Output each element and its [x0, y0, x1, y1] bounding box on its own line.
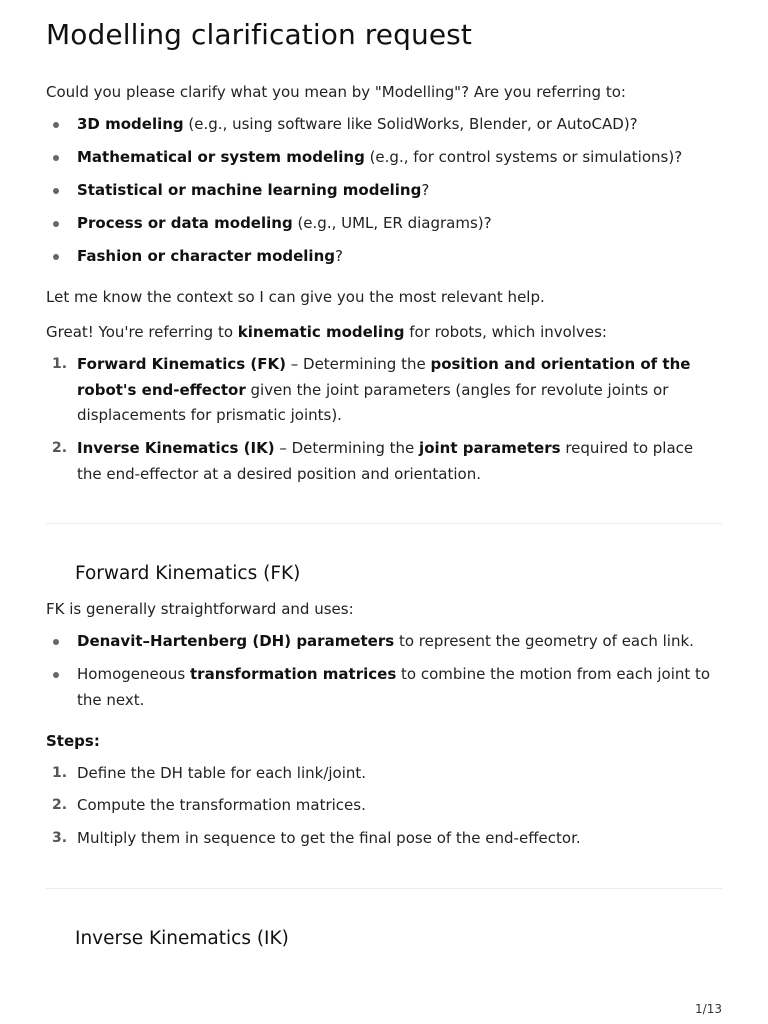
item-number: 2. [52, 797, 68, 813]
list-item: Denavit–Hartenberg (DH) parameters to represent the geometry of each link. [77, 629, 717, 655]
bullet-icon [53, 254, 59, 260]
list-item: Homogeneous transformation matrices to combine the motion from each joint to the next. [77, 662, 717, 713]
numbered-item: 3. Multiply them in sequence to get the final pose of the end-effector. [77, 826, 717, 852]
intro-text: Could you please clarify what you mean by "Modelling"? Are you referring to: [46, 83, 626, 101]
list-item: Statistical or machine learning modeling? [77, 178, 717, 204]
numbered-item: 2. Compute the transformation matrices. [77, 793, 717, 819]
fk-heading: Forward Kinematics (FK) [75, 563, 301, 584]
item-number: 2. [52, 440, 68, 456]
ik-heading: Inverse Kinematics (IK) [75, 928, 289, 949]
numbered-item: 1. Define the DH table for each link/joint. [77, 761, 717, 787]
bullet-icon [53, 155, 59, 161]
divider [46, 888, 722, 889]
list-item: Mathematical or system modeling (e.g., for control systems or simulations)? [77, 145, 717, 171]
followup-text: Great! You're referring to kinematic modeling for robots, which involves: [46, 323, 607, 341]
list-item: Process or data modeling (e.g., UML, ER diagrams)? [77, 211, 717, 237]
page-title: Modelling clarification request [46, 18, 472, 51]
divider [46, 523, 722, 524]
page-number: 1/13 [695, 1002, 722, 1016]
list-item: 3D modeling (e.g., using software like SolidWorks, Blender, or AutoCAD)? [77, 112, 717, 138]
fk-intro: FK is generally straightforward and uses: [46, 600, 354, 618]
item-number: 3. [52, 830, 68, 846]
numbered-item: 1. Forward Kinematics (FK) – Determining the position and orientation of the robot's end-effector given the joint parameters (angles for revolute joints or displacements for prismatic joints). [77, 352, 717, 429]
context-note: Let me know the context so I can give you the most relevant help. [46, 288, 545, 306]
item-number: 1. [52, 356, 68, 372]
list-item: Fashion or character modeling? [77, 244, 717, 270]
bullet-icon [53, 672, 59, 678]
bullet-icon [53, 188, 59, 194]
item-number: 1. [52, 765, 68, 781]
bullet-icon [53, 221, 59, 227]
bullet-icon [53, 122, 59, 128]
numbered-item: 2. Inverse Kinematics (IK) – Determining the joint parameters required to place the end-effector at a desired position and orientation. [77, 436, 717, 487]
bullet-icon [53, 639, 59, 645]
steps-label: Steps: [46, 732, 100, 750]
